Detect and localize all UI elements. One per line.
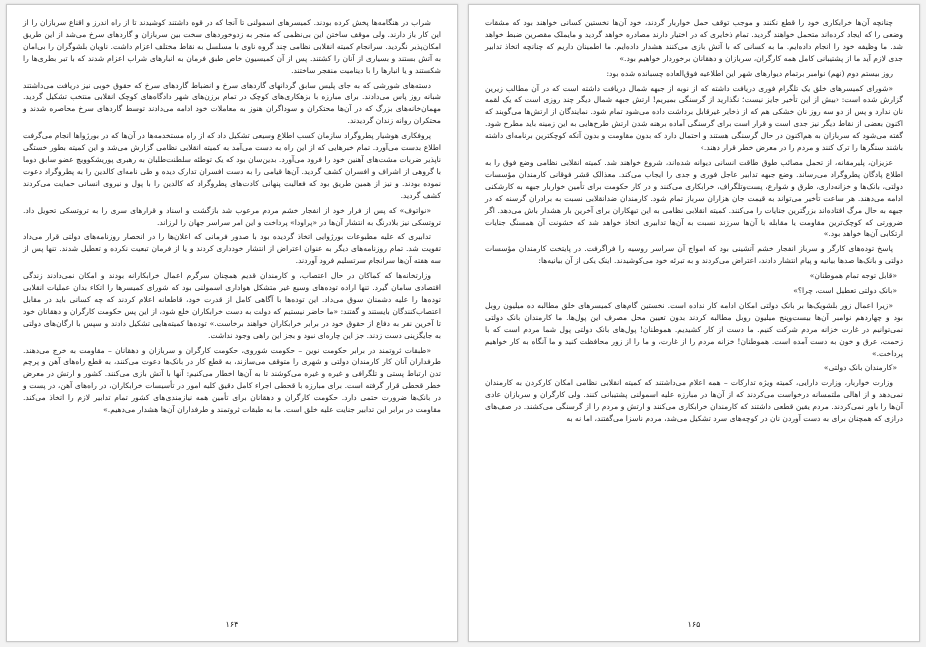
paragraph: «طبقات ثروتمند در برابر حکومت نوین – حکومت شوروی، حکومت کارگران و سربازان و دهقانان – مقاومت به خرج می‌دهند. طرفداران آنان کار کارمندان دولتی و شهری را متوقف می‌سازند، به قطع کار در بانک‌ها دعوت می‌کنند، به قطع راه‌های آهن و پرچم تدن ارتباط پستی و تلگرافی و غیره و غیره می‌کوشند تا به آن‌ها اخطار می‌کنیم: آنها با آتش بازی می‌کنند. کشور و ارتش در معرض خطر قحطی قرار گرفته است. برای مبارزه با قحطی اجراء کامل دقیق کلیه امور در تأسیسات خرابکاران، در راه‌های آهن، در پست و در بانک‌ها ضرورت حتمی دارد. حکومت کارگران و دهقانان برای تأمین همه نیازمندی‌های کشور تمام تدابیر لازم را اتخاذ می‌کند. مقاومت در برابر این تدابیر جنایت علیه خلق است. ما به طبقات ثروتمند و طرفداران آن‌ها هشدار می‌دهیم.» [23, 345, 441, 415]
paragraph: «شورای کمیسرهای خلق یک تلگرام فوری دریافت داشته که از نوبه از جبهه شمال دریافت داشته است که در آن مطالب زیرین گزارش شده است: ‹بیش از این تأخیر جایز نیست؛ نگذارید از گرسنگی بمیریم! ارتش جبهه شمال دیگر چند روزی است که یک لقمه نان ندارد و پس از دو سه روز نان خشکی هم که از ذخایر غیرقابل برداشت داده می‌شود تمام شود. نمایندگان از ارتش‌ها می‌گویند که اکنون بعضی از نقاط دیگر نیز جدی است و قرار است برای گرسنگی آماده برهنه شدن ارتش طرح‌هایی به این زمینه باید مطرح شود. گفته می‌شود که سربازان به هم‌اکنون در حال گرسنگی هستند و احتمال دارد که بدون مقاومت و بدون آنکه کوچکترین برنامه‌ای داشته باشند سنگرها را ترک کنند و مردم را در معرض خطر قرار دهند.› [485, 83, 903, 153]
quote-heading: «بانک دولتی تعطیل است، چرا؟» [793, 286, 897, 296]
right-page [468, 4, 920, 642]
paragraph: پاسخ توده‌های کارگر و سرباز انفجار خشم آتشینی بود که امواج آن سراسر روسیه را فراگرفت. در پایتخت کارمندان مؤسسات دولتی و بانک‌ها صدها بیانیه و پیام انتشار دادند، اعتراض می‌کردند و به تبرئه خود می‌کوشیدند. اینک یکی از آن بیانیه‌ها: [485, 244, 903, 266]
page-number: ۱۶۴ [225, 620, 239, 629]
paragraph: روز بیستم دوم (نهم) نوامبر برتمام دیوارهای شهر این اطلاعیه فوق‌العاده چسبانده شده بود: [606, 68, 893, 78]
paragraph: «نواتوف» که پس از فرار خود از انفجار خشم مردم مرعوب شد بازگشت و اسناد و قرارهای سری را به تروتسکی تحویل داد. تروتسکی نیز بلادرنگ به انتشار آن‌ها در «پراودا» پرداخت و این امر سراسر جهان را لرزاند. [23, 205, 441, 227]
signature-line: «کارمندان بانک دولتی» [823, 363, 897, 373]
right-page-text [485, 17, 903, 425]
paragraph: شراب در هنگامه‌ها پخش کرده بودند. کمیسرهای اسمولنی تا آنجا که در قوه داشتند کوشیدند تا از راه اندرز و اقناع سربازان را از این کار باز دارند. ولی موقف ساختن این بی‌نظمی که منجر به زدوخوردهای سخت بین سربازان و گاردهای سرخ می‌شد از این طریق امکان‌پذیر نگردید. سرانجام کمیته انقلابی نظامی چند گروه ناوی با مسلسل به نقاط مختلف اعزام داشت. ناویان بلشوگران را بی‌امان به آتش بستند و بسیاری از آنان را کشتند. پس از آن کمیسیون خاص طبق فرمان به انبارهای شراب اعزام شدند که با تبر بطری‌ها را شکستند و یا انبارها را با دینامیت منفجر ساختند. [23, 18, 441, 75]
paragraph: تدابیری که علیه مطبوعات بورژوایی اتخاذ گردیده بود با صدور فرمانی که اعلان‌ها را در انحصار روزنامه‌های دولتی قرار می‌داد تقویت شد. تمام روزنامه‌های دیگر به عنوان اعتراض از انتشار خودداری کردند و یا از فرمان تبعیت نکرده و تعطیل شدند. تنها پس از سه هفته آن‌ها سرانجام سرتسلیم فرود آوردند. [23, 232, 441, 266]
paragraph: «زیرا اعمال زور بلشویک‌ها بر بانک دولتی امکان ادامه کار نداده است. نخستین گام‌های کمیسرهای خلق مطالبه ده میلیون روبل بود و چهاردهم نوامبر آن‌ها بیست‌وپنج میلیون روبل مطالبه کردند بدون تعیین محل مصرف این پول‌ها. ما کارمندان بانک دولتی نمی‌توانیم در غارت خزانه مردم شرکت کنیم. ما دست از کار کشیدیم. هموطنان! پول‌های بانک دولتی پول شما مردم است که با زحمت، عرق و خون به دست آمده است. هموطنان! خزانه مردم را از غارت، و ما را از زور محافظت کنید و ما آنگاه به کار خواهیم پرداخت.» [485, 300, 903, 358]
paragraph: وزارتخانه‌ها که کماکان در حال اعتصاب، و کارمندان قدیم همچنان سرگرم اعمال خرابکارانه بودند و امکان نمی‌دادند زندگی اقتصادی سامان گیرد. تنها اراده توده‌های وسیع غیر متشکل هواداری اسمولنی بود که شورای کمیسرها را اتکاء بدان عملیات انقلابی توده‌ها را علیه دشمنان سوق می‌داد. این توده‌ها با آگاهی کامل از قدرت خود، قاطعانه اعلام کردند که چه کسانی باید در مقابل اعتصاب‌کنندگان بایستند و گفتند: «ما حاضر نیستیم که دولت به دست خرابکاران خلع شود، از این پس حکومت کارگران و دهقانان خود تا آخرین نفر به دفاع از حقوق خود در برابر خرابکاران خواهند برخاست.» توده‌ها کمیته‌هایی تشکیل دادند و سپس با ارگان‌های دولتی به جایگزینی دست زدند. جز این چاره‌ای نبود و بجز این راهی وجود نداشت. [23, 271, 441, 340]
paragraph: پروفکاری هوشیار پطروگراد سازمان کسب اطلاع وسیعی تشکیل داد که از راه مستخدمه‌ها در آن‌ها که در بورژواها انجام می‌گرفت اطلاع بدست می‌آورد. تمام خبرهایی که از این راه به دست می‌آمد به کمیته انقلابی نظامی گزارش می‌شد و این کمیته بطور خستگی ناپذیر ضربات مشت‌های آهنین خود را فرود می‌آورد. بدین‌سان بود که یک توطئه سلطنت‌طلبان به رهبری پوریشکوویچ عضو سابق دوما با گروهی از اشراف و افسران کشف گردید. آن‌ها قیامی را به دست افسران تدارک دیده و طی نامه‌ای کالدین را به پطروگراد دعوت نموده بودند. و نیز از همین طریق بود که فعالیت پنهانی کادت‌های پطروگراد که کالدین را با پول و نیروی انسانی حمایت می‌کردند کشف گردید. [23, 131, 441, 200]
paragraph: چنانچه آن‌ها خرابکاری خود را قطع نکنند و موجب توقف حمل خواربار گردند، خود آن‌ها نخستین کسانی خواهند بود که مشقات وضعی را که ایجاد کرده‌اند متحمل خواهند گردید. تمام ذخایری که در اختیار دارند مصادره خواهد گردید و مایملک مقصرین ضبط خواهد شد. ما وظیفه خود را انجام داده‌ایم. ما به کسانی که با آتش بازی می‌کنند هشدار داده‌ایم. ما اطمینان داریم که چنانچه اتخاذ تدابیر جدی لازم آید ما از پشتیبانی کامل همه کارگران، سربازان و دهقانان برخوردار خواهیم بود.» [485, 18, 903, 63]
left-page [6, 4, 458, 642]
paragraph: وزارت خواربار، وزارت دارایی، کمیته ویژه تدارکات – همه اعلام می‌داشتند که کمیته انقلابی نظامی امکان کارکردن به کارمندان نمی‌دهد و از اهالی ملتمسانه درخواست می‌کردند که از آن‌ها در مبارزه علیه اسمولنی پشتیبانی کنند. ولی کارگران و سربازان عادی آن‌ها را باور نمی‌کردند. مردم یقین قطعی داشتند که کارمندان خرابکاری می‌کنند و ارتش و مردم را از گرسنگی می‌کشند. در صف‌های درازی که همچنان برای به دست آوردن نان در کوچه‌های سرد تشکیل می‌شد، مردم ناسزا می‌گفتند، اما نه به [485, 378, 903, 424]
quote-heading: «قابل توجه تمام هموطنان» [809, 271, 897, 281]
left-page-text [23, 17, 441, 416]
paragraph: دسته‌های شورشی که به جای پلیس سابق گردانهای گاردهای سرخ و انضباط گاردهای سرخ که حقوق خوبی نیز دریافت می‌داشتند شبانه روز پاس می‌دادند. برای مبارزه با بزهکاری‌های کوچک در تمام برزن‌های شهر دادگاه‌های کوچک انقلابی منتخب تشکیل گردید. مهمان‌خانه‌های بزرگ که در آن‌ها محتکران و سوداگران هنوز به معاملات خود ادامه می‌دادند توسط گاردهای سرخ محاصره شدند و محتکران روانه زندان گردیدند. [23, 80, 441, 126]
paragraph: عزیزان، پلیرمقانه، از تحمل مصائب طوق طاقت انسانی دیوانه شده‌اند، شروع خواهند شد. کمیته انقلابی نظامی وضع فوق را به اطلاع پادگان پطروگراد می‌رساند. وضع جبهه تدابیر عاجل فوری و جدی را ایجاب می‌کند. معذالک قشر فوقانی کارمندان مؤسسات دولتی، بانک‌ها و خزانه‌داری، طرق و شوارع، پست‌وتلگراف، خرابکاری می‌کنند و در کار حکومت برای تأمین خواربار جبهه به کارشکنی ادامه می‌دهند. هر ساعت تأخیر می‌تواند به قیمت جان هزاران سرباز تمام شود. کارمندان ضدانقلابی نسبت به برادران گرسنه که در جبهه به حال مرگ افتاده‌اند بزرگترین جنایات را می‌کنند. کمیته انقلابی نظامی به این تبهکاران برای آخرین بار هشدار باش می‌دهد. اگر ضرورتی که کوچک‌ترین مقاومت یا مقابله با آن‌ها سرزند نسبت به آن‌ها تدابیری اتخاذ خواهد شد که خشونت آن همسنگ جنایات ارتکابی آن‌ها خواهد بود.» [485, 157, 903, 239]
page-number: ۱۶۵ [687, 620, 701, 629]
